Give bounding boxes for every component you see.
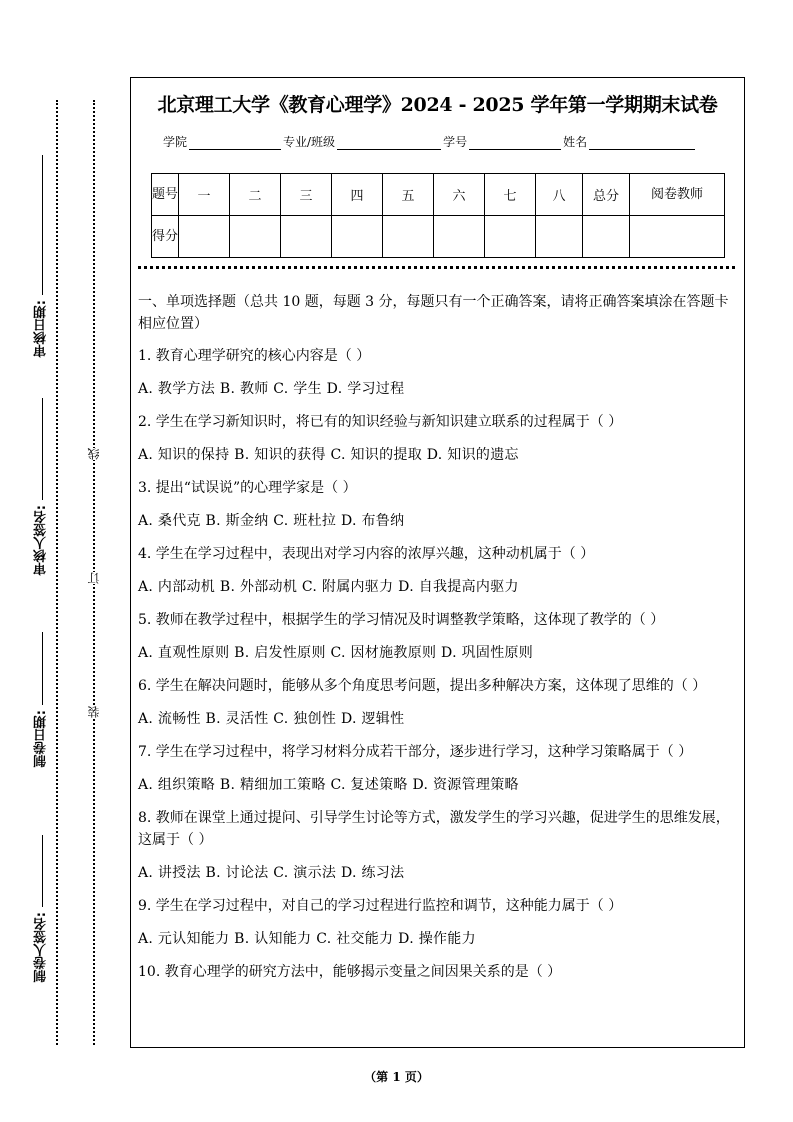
score-table-score-row <box>152 216 725 258</box>
question-options: A. 元认知能力 B. 认知能力 C. 社交能力 D. 操作能力 <box>138 931 476 947</box>
question-stem: 9. 学生在学习过程中，对自己的学习过程进行监控和调节，这种能力属于（ ） <box>138 898 623 914</box>
review-signer-label: 审核人签名: <box>34 505 49 576</box>
score-table <box>151 173 725 258</box>
binding-line-char: 线 <box>87 448 101 460</box>
outer-dotted-line <box>56 100 58 1045</box>
question-options: A. 组织策略 B. 精细加工策略 C. 复述策略 D. 资源管理策略 <box>138 777 519 793</box>
question-stem: 10. 教育心理学的研究方法中，能够揭示变量之间因果关系的是（ ） <box>138 964 562 980</box>
score-cell[interactable] <box>179 216 230 258</box>
question-options: A. 流畅性 B. 灵活性 C. 独创性 D. 逻辑性 <box>138 711 405 727</box>
section-title: 一、单项选择题（总共 10 题，每题 3 分，每题只有一个正确答案，请将正确答案填涂在答题卡相应位置） <box>138 294 729 332</box>
col-3: 三 <box>281 174 332 216</box>
col-6: 六 <box>434 174 485 216</box>
exam-frame <box>130 77 745 1048</box>
student-info-row <box>163 133 697 150</box>
score-cell[interactable] <box>485 216 536 258</box>
col-1: 一 <box>179 174 230 216</box>
score-cell[interactable] <box>536 216 583 258</box>
question-options: A. 桑代克 B. 斯金纳 C. 班杜拉 D. 布鲁纳 <box>138 513 405 529</box>
review-date-label: 审核日期: <box>34 300 49 358</box>
col-2: 二 <box>230 174 281 216</box>
college-field[interactable] <box>189 137 281 150</box>
question-stem: 4. 学生在学习过程中，表现出对学习内容的浓厚兴趣，这种动机属于（ ） <box>138 546 595 562</box>
binding-ding-char: 订 <box>87 572 101 584</box>
major-label: 专业/班级 <box>283 135 336 149</box>
score-label: 得分 <box>152 216 179 258</box>
question-section <box>138 291 737 994</box>
question-options: A. 内部动机 B. 外部动机 C. 附属内驱力 D. 自我提高内驱力 <box>138 579 519 595</box>
page-number: （第 1 页） <box>364 1070 429 1084</box>
question-stem: 2. 学生在学习新知识时，将已有的知识经验与新知识建立联系的过程属于（ ） <box>138 414 623 430</box>
question-stem: 8. 教师在课堂上通过提问、引导学生讨论等方式，激发学生的学习兴趣，促进学生的思维发展，这属于（ ） <box>138 810 730 848</box>
question-options: A. 教学方法 B. 教师 C. 学生 D. 学习过程 <box>138 381 405 397</box>
review-signer-line <box>42 398 43 500</box>
grader-label: 阅卷教师 <box>630 174 725 216</box>
question-stem: 7. 学生在学习过程中，将学习材料分成若干部分，逐步进行学习，这种学习策略属于（ ） <box>138 744 693 760</box>
question-stem: 6. 学生在解决问题时，能够从多个角度思考问题，提出多种解决方案，这体现了思维的（ ） <box>138 678 707 694</box>
make-date-line <box>42 632 43 705</box>
review-date-line <box>42 155 43 295</box>
total-score-cell[interactable] <box>583 216 630 258</box>
question-number-label: 题号 <box>152 174 179 216</box>
score-cell[interactable] <box>332 216 383 258</box>
separator-dotted-line <box>138 266 735 269</box>
binding-zhuang-char: 装 <box>87 706 101 718</box>
score-cell[interactable] <box>230 216 281 258</box>
col-5: 五 <box>383 174 434 216</box>
score-cell[interactable] <box>383 216 434 258</box>
make-signer-line <box>42 835 43 907</box>
name-field[interactable] <box>589 137 695 150</box>
exam-title: 北京理工大学《教育心理学》2024 - 2025 学年第一学期期末试卷 <box>157 94 718 116</box>
col-4: 四 <box>332 174 383 216</box>
student-id-label: 学号 <box>443 135 468 149</box>
question-options: A. 知识的保持 B. 知识的获得 C. 知识的提取 D. 知识的遗忘 <box>138 447 519 463</box>
student-id-field[interactable] <box>469 137 561 150</box>
question-options: A. 直观性原则 B. 启发性原则 C. 因材施教原则 D. 巩固性原则 <box>138 645 534 661</box>
make-signer-label: 制卷人签名: <box>34 912 49 983</box>
col-8: 八 <box>536 174 583 216</box>
col-7: 七 <box>485 174 536 216</box>
score-table-header-row <box>152 174 725 216</box>
name-label: 姓名 <box>563 135 588 149</box>
score-cell[interactable] <box>434 216 485 258</box>
score-cell[interactable] <box>281 216 332 258</box>
question-stem: 1. 教育心理学研究的核心内容是（ ） <box>138 348 371 364</box>
make-date-label: 制卷日期: <box>34 710 49 768</box>
question-options: A. 讲授法 B. 讨论法 C. 演示法 D. 练习法 <box>138 865 405 881</box>
question-stem: 3. 提出“试误说”的心理学家是（ ） <box>138 480 357 496</box>
major-field[interactable] <box>337 137 441 150</box>
question-stem: 5. 教师在教学过程中，根据学生的学习情况及时调整教学策略，这体现了教学的（ ） <box>138 612 665 628</box>
total-label: 总分 <box>583 174 630 216</box>
grader-cell[interactable] <box>630 216 725 258</box>
college-label: 学院 <box>163 135 188 149</box>
